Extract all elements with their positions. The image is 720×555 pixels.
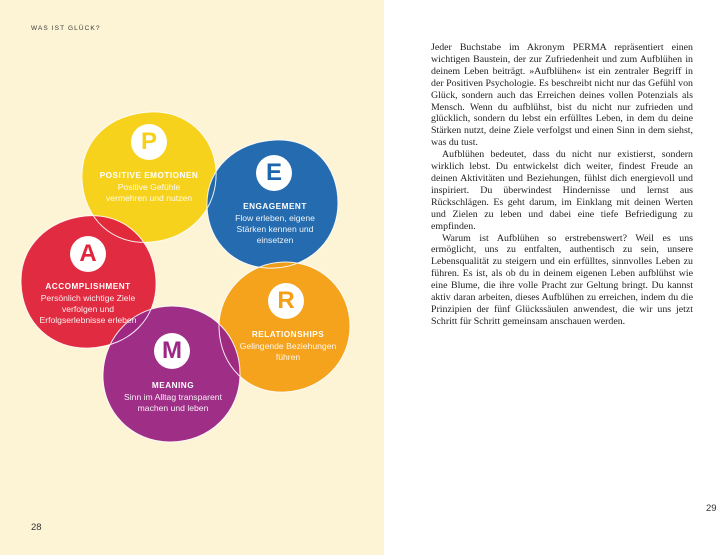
letter-r-badge: R [268, 283, 304, 319]
letter-e-badge: E [256, 155, 292, 191]
page-number-left: 28 [31, 522, 42, 533]
paragraph-1: Jeder Buchstabe im Akronym PERMA repräsentiert einen wichtigen Baustein, der zur Zufriedenheit und zum Aufblühen in deinem Leben beiträgt. »Aufblühen« ist ein zentraler Begriff in der Positiven Psychologie. Es beschreibt nicht nur das Gefühl von Glück, sondern auch das Erreichen deines vollen Potenzials als Mensch. Wenn du aufblühst, bist du nicht nur zufrieden und glücklich, sondern du lebst ein erfülltes Leben, in dem du deine Stärken nutzt, deine Ziele verfolgst und einen Sinn in dem siehst, was du tust. [431, 42, 693, 149]
running-head: WAS IST GLÜCK? [31, 25, 101, 32]
paragraph-2: Aufblühen bedeutet, dass du nicht nur existierst, sondern wirklich lebst. Du entwickelst dich weiter, findest Freude an deinen Aktivitäten und Beziehungen, fühlst dich energievoll und inspiriert. Du überwindest Hindernisse und lernst aus Rückschlägen. Es geht darum, im Einklang mit deinen Werten und Zielen zu leben und dabei eine tiefe Befriedigung zu empfinden. [431, 149, 693, 232]
letter-a-badge: A [70, 236, 106, 272]
perma-m-title: MEANING [151, 381, 195, 390]
perma-r-title: RELATIONSHIPS [251, 330, 325, 339]
perma-p-description: Positive Gefühle vermehren und nutzen [106, 182, 192, 203]
letter-m-badge: M [154, 333, 190, 369]
perma-a-title: ACCOMPLISHMENT [45, 282, 131, 291]
perma-e-description: Flow erleben, eigene Stärken kennen und einsetzen [235, 213, 315, 245]
body-text [431, 42, 693, 328]
page-number-right: 29 [706, 503, 717, 514]
perma-a-description: Persönlich wichtige Ziele verfolgen und Erfolgserlebnisse erleben [39, 293, 137, 325]
perma-r-description: Gelingende Beziehungen führen [239, 341, 337, 362]
perma-r-text [238, 330, 338, 363]
perma-a-text [32, 282, 144, 326]
perma-m-text [118, 381, 228, 414]
perma-p-text [96, 171, 202, 204]
perma-p-title: POSITIVE EMOTIONEN [99, 171, 199, 180]
perma-e-title: ENGAGEMENT [243, 202, 307, 211]
perma-e-text [224, 202, 326, 246]
perma-m-description: Sinn im Alltag transparent machen und leben [124, 392, 222, 413]
letter-p-badge: P [131, 124, 167, 160]
paragraph-3: Warum ist Aufblühen so erstrebenswert? Weil es uns ermöglicht, uns zu entfalten, authentisch zu sein, unsere Lebensqualität zu steigern und ein erfülltes, sinnvolles Leben zu führen. Es ist, als ob du in deinem eigenen Leben aufblühst wie eine Blume, die ihre volle Pracht zur Geltung bringt. Du kannst aktiv daran arbeiten, dieses Aufblühen zu erreichen, indem du die Prinzipien der fünf Glückssäulen anwendest, die wir uns jetzt Schritt für Schritt gemeinsam anschauen werden. [431, 232, 693, 327]
